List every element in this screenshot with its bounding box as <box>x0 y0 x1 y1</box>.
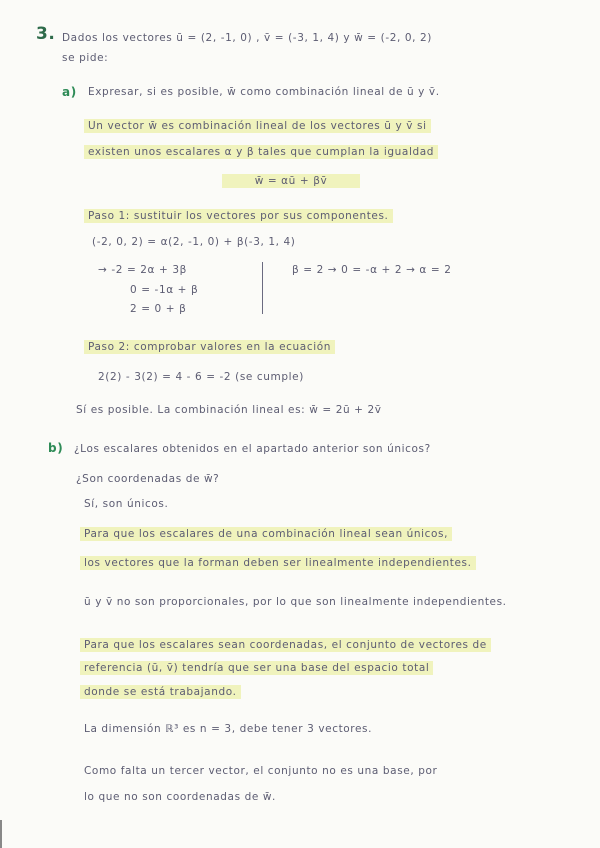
uniqueness-condition-line-1: Para que los escalares de una combinación lineal sean únicos, <box>80 527 452 541</box>
verification-equation: 2(2) - 3(2) = 4 - 6 = -2 (se cumple) <box>98 371 304 383</box>
definition-line-1: Un vector w̄ es combinación lineal de los vectores ū y v̄ si <box>84 119 431 133</box>
part-b-prompt-continuation: ¿Son coordenadas de w̄? <box>76 473 220 485</box>
system-solution: β = 2 → 0 = -α + 2 → α = 2 <box>292 264 452 276</box>
problem-number: 3. <box>36 24 56 44</box>
part-a-label: a) <box>62 85 77 99</box>
part-b-answer: Sí, son únicos. <box>84 498 169 510</box>
system-equation-1: → -2 = 2α + 3β <box>98 264 187 276</box>
problem-statement: Dados los vectores ū = (2, -1, 0) , v̄ = (-3, 1, 4) y w̄ = (-2, 0, 2) <box>62 32 433 44</box>
coordinates-condition-line-3: donde se está trabajando. <box>80 685 241 699</box>
step-1-heading: Paso 1: sustituir los vectores por sus componentes. <box>84 209 393 223</box>
system-equation-2: 0 = -1α + β <box>130 284 199 296</box>
system-divider <box>262 262 263 314</box>
conclusion-line-1: Como falta un tercer vector, el conjunto no es una base, por <box>84 765 438 777</box>
step-2-heading: Paso 2: comprobar valores en la ecuación <box>84 340 335 354</box>
coordinates-condition-line-1: Para que los escalares sean coordenadas, el conjunto de vectores de <box>80 638 491 652</box>
conclusion-line-2: lo que no son coordenadas de w̄. <box>84 791 276 803</box>
page-edge-mark <box>0 820 2 848</box>
part-a-prompt: Expresar, si es posible, w̄ como combinación lineal de ū y v̄. <box>88 86 440 98</box>
independence-note: ū y v̄ no son proporcionales, por lo que son linealmente independientes. <box>84 596 507 608</box>
dimension-note: La dimensión ℝ³ es n = 3, debe tener 3 vectores. <box>84 723 373 735</box>
part-b-label: b) <box>48 441 64 455</box>
coordinates-condition-line-2: referencia (ū, v̄) tendría que ser una base del espacio total <box>80 661 433 675</box>
problem-statement-continuation: se pide: <box>62 52 109 64</box>
definition-line-2: existen unos escalares α y β tales que cumplan la igualdad <box>84 145 438 159</box>
system-equation-3: 2 = 0 + β <box>130 303 187 315</box>
uniqueness-condition-line-2: los vectores que la forman deben ser linealmente independientes. <box>80 556 476 570</box>
linear-combination-formula: w̄ = αū + βv̄ <box>222 174 360 188</box>
part-b-prompt: ¿Los escalares obtenidos en el apartado anterior son únicos? <box>74 443 431 455</box>
part-a-result: Sí es posible. La combinación lineal es: w̄ = 2ū + 2v̄ <box>76 404 382 416</box>
component-equation: (-2, 0, 2) = α(2, -1, 0) + β(-3, 1, 4) <box>92 236 296 248</box>
